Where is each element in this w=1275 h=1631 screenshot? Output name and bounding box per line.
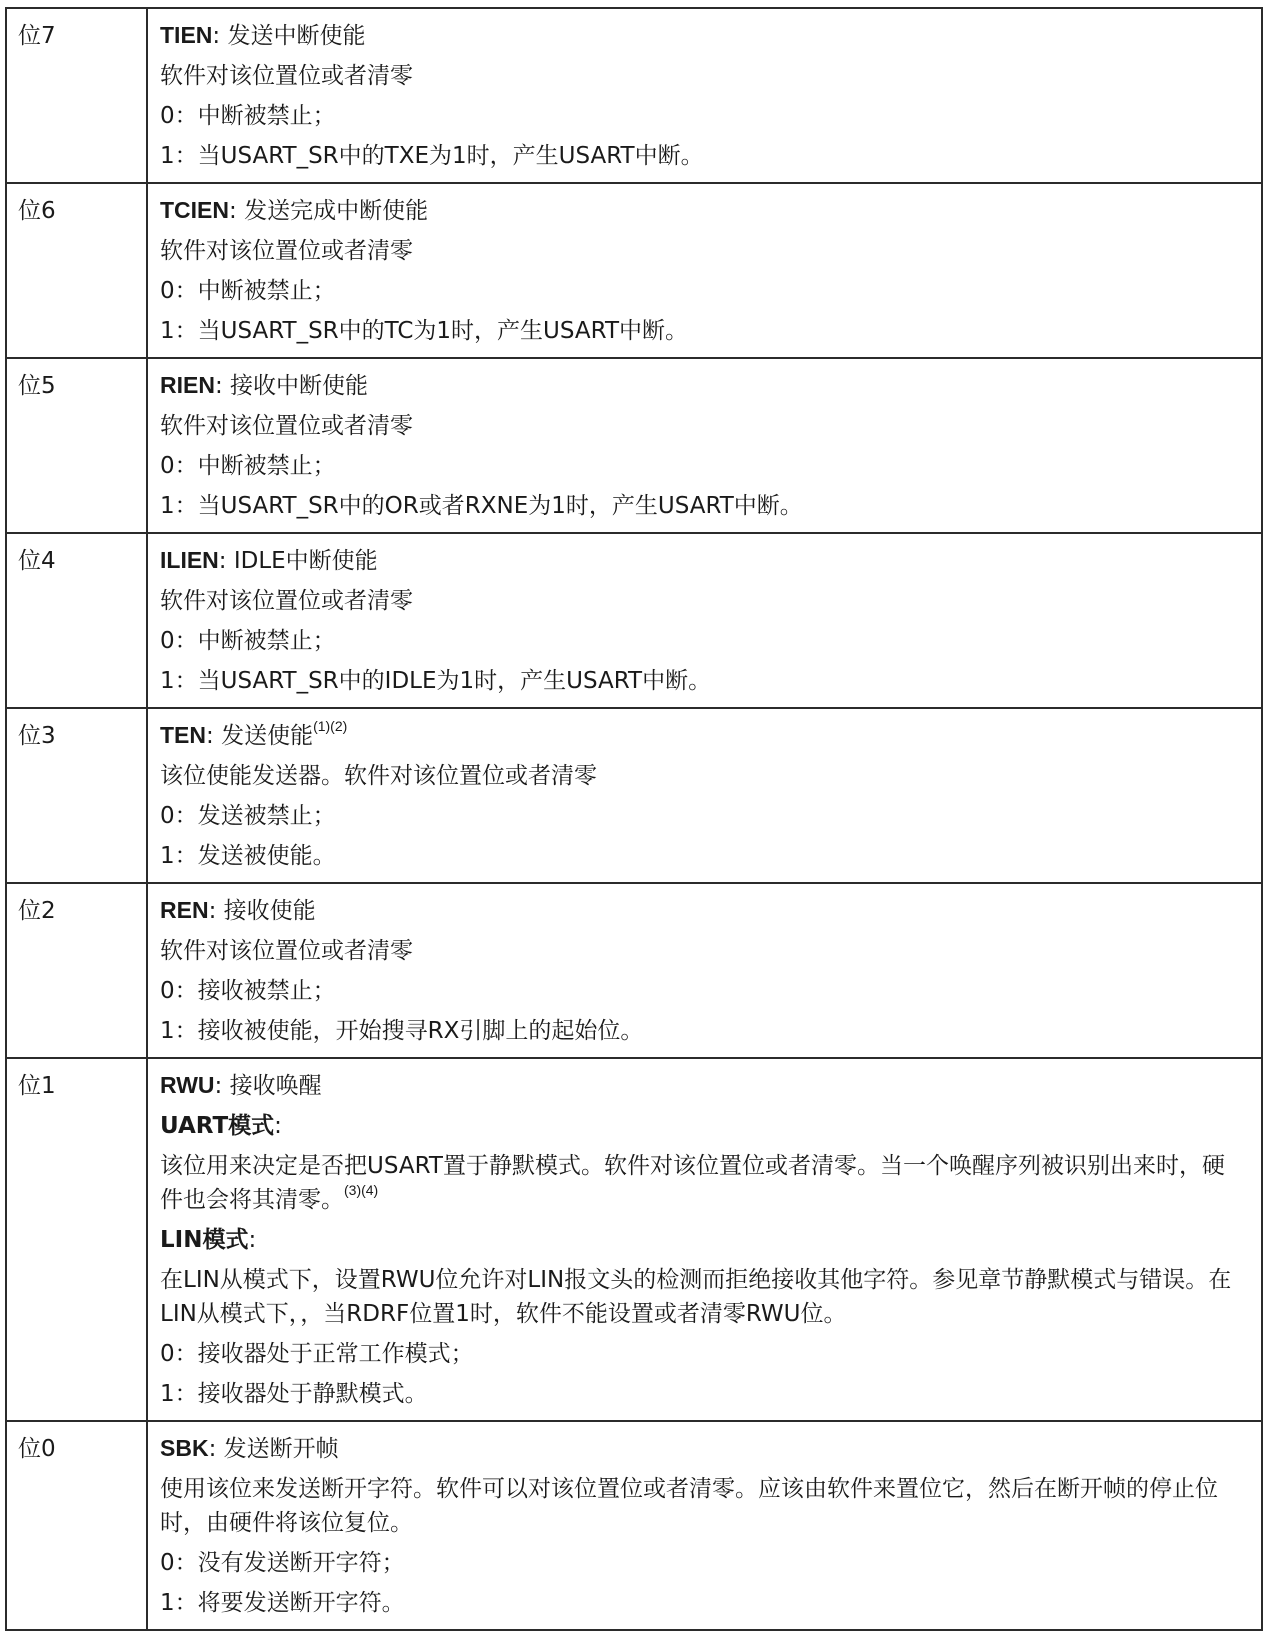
value-0-line: 0：没有发送断开字符； <box>160 1550 405 1576</box>
description-paragraph: 使用该位来发送断开字符。软件可以对该位置位或者清零。应该由软件来置位它，然后在断开帧的停止位时，由硬件将该位复位。 <box>160 1476 1218 1536</box>
field-title: 接收唤醒 <box>229 1073 322 1099</box>
value-1-line: 1：发送被使能。 <box>160 843 336 869</box>
description-line: 软件对该位置位或者清零 <box>160 588 413 614</box>
bit-description-cell <box>147 358 1262 533</box>
bit-number-cell <box>6 533 147 708</box>
value-1-line: 1：将要发送断开字符。 <box>160 1590 405 1616</box>
bit-number: 位7 <box>18 23 56 49</box>
field-title: 发送完成中断使能 <box>244 198 429 224</box>
bit-title: TIEN: 发送中断使能 <box>160 22 366 49</box>
field-name: TEN <box>160 722 206 748</box>
bit-number: 位4 <box>18 548 56 574</box>
bit-number-cell <box>6 358 147 533</box>
field-title: 接收使能 <box>223 898 316 924</box>
bit-number: 位3 <box>18 723 56 749</box>
field-title: 接收中断使能 <box>230 373 369 399</box>
value-0-line: 0：中断被禁止； <box>160 453 336 479</box>
field-name: RWU <box>160 1072 215 1098</box>
value-1-line: 1：当USART_SR中的TC为1时，产生USART中断。 <box>160 318 689 344</box>
bit-number: 位1 <box>18 1073 56 1099</box>
table-row <box>6 883 1262 1058</box>
value-1-line: 1：接收被使能，开始搜寻RX引脚上的起始位。 <box>160 1018 644 1044</box>
table-row <box>6 183 1262 358</box>
field-name: REN <box>160 897 209 923</box>
table-row <box>6 708 1262 883</box>
bit-title: REN: 接收使能 <box>160 897 316 924</box>
field-name: TCIEN <box>160 197 229 223</box>
table-row <box>6 8 1262 183</box>
field-title: 发送断开帧 <box>223 1436 339 1462</box>
bit-number-cell <box>6 708 147 883</box>
field-name: TIEN <box>160 22 213 48</box>
bit-title: ILIEN: IDLE中断使能 <box>160 547 378 574</box>
table-row <box>6 533 1262 708</box>
value-0-line: 0：中断被禁止； <box>160 103 336 129</box>
bit-description-cell <box>147 1058 1262 1421</box>
bit-description-cell <box>147 708 1262 883</box>
bit-title: TEN: 发送使能$^{(1)(2)}$ <box>160 718 348 749</box>
field-name: RIEN <box>160 372 215 398</box>
bit-number: 位0 <box>18 1436 56 1462</box>
description-line: 软件对该位置位或者清零 <box>160 938 413 964</box>
value-0-line: 0：接收被禁止； <box>160 978 336 1004</box>
bit-description-cell <box>147 8 1262 183</box>
field-name: SBK <box>160 1435 209 1461</box>
value-0-line: 0：中断被禁止； <box>160 628 336 654</box>
value-1-line: 1：当USART_SR中的TXE为1时，产生USART中断。 <box>160 143 704 169</box>
value-0-line: 0：中断被禁止； <box>160 278 336 304</box>
bit-number-cell <box>6 1421 147 1630</box>
description-line: 软件对该位置位或者清零 <box>160 238 413 264</box>
bit-number-cell <box>6 8 147 183</box>
value-1-line: 1：当USART_SR中的OR或者RXNE为1时，产生USART中断。 <box>160 493 803 519</box>
value-1-line: 1：当USART_SR中的IDLE为1时，产生USART中断。 <box>160 668 712 694</box>
field-title: 发送中断使能 <box>227 23 366 49</box>
table-row <box>6 1058 1262 1421</box>
field-title: IDLE中断使能 <box>233 548 378 574</box>
bit-number-cell <box>6 183 147 358</box>
field-title: 发送使能 <box>221 723 314 749</box>
uart-mode-text: 该位用来决定是否把USART置于静默模式。软件对该位置位或者清零。当一个唤醒序列被识别出来时，硬件也会将其清零。$^{(3)(4)}$ <box>160 1153 1225 1213</box>
value-0-line: 0：接收器处于正常工作模式； <box>160 1341 474 1367</box>
bit-title: TCIEN: 发送完成中断使能 <box>160 197 429 224</box>
bit-number: 位5 <box>18 373 56 399</box>
lin-mode-text: 在LIN从模式下，设置RWU位允许对LIN报文头的检测而拒绝接收其他字符。参见章节静默模式与错误。在LIN从模式下，，当RDRF位置1时，软件不能设置或者清零RWU位。 <box>160 1267 1232 1327</box>
bit-description-cell <box>147 183 1262 358</box>
register-bit-description-page <box>5 7 1259 1631</box>
bit-title: RIEN: 接收中断使能 <box>160 372 369 399</box>
value-1-line: 1：接收器处于静默模式。 <box>160 1381 428 1407</box>
bit-number: 位6 <box>18 198 56 224</box>
bit-number-cell <box>6 883 147 1058</box>
bit-number: 位2 <box>18 898 56 924</box>
description-line: 软件对该位置位或者清零 <box>160 63 413 89</box>
lin-mode-heading: LIN模式: <box>160 1227 257 1253</box>
field-name: ILIEN <box>160 547 219 573</box>
bit-number-cell <box>6 1058 147 1421</box>
register-bit-table <box>5 7 1263 1631</box>
table-row <box>6 358 1262 533</box>
bit-title: SBK: 发送断开帧 <box>160 1435 339 1462</box>
bit-title: RWU: 接收唤醒 <box>160 1072 322 1099</box>
footnote-ref: (1)(2) <box>313 718 348 734</box>
footnote-ref: (3)(4) <box>344 1182 379 1198</box>
bit-description-cell <box>147 533 1262 708</box>
uart-mode-heading: UART模式: <box>160 1113 282 1139</box>
description-line: 软件对该位置位或者清零 <box>160 413 413 439</box>
table-row <box>6 1421 1262 1630</box>
bit-description-cell <box>147 883 1262 1058</box>
description-line: 该位使能发送器。软件对该位置位或者清零 <box>160 763 597 789</box>
value-0-line: 0：发送被禁止； <box>160 803 336 829</box>
bit-description-cell <box>147 1421 1262 1630</box>
